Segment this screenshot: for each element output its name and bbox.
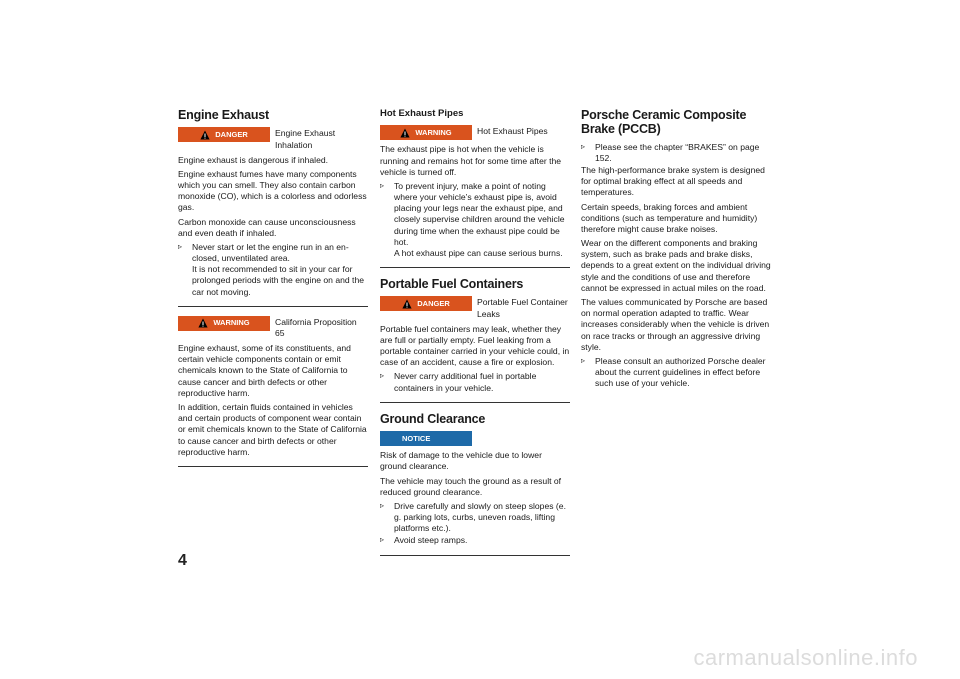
list-item-text: Never carry additional fuel in portable containers in your vehicle. — [394, 371, 537, 393]
list-item — [380, 181, 570, 259]
danger-title: Portable Fuel Container Leaks — [477, 297, 568, 319]
divider — [178, 306, 368, 307]
paragraph: The values communicated by Porsche are based on normal operation adapted to traffic. Wear increases considerably when the vehicle is driven on race tracks or through an aggressive driving style. — [581, 296, 770, 352]
watermark: carmanualsonline.info — [693, 645, 918, 670]
danger-box — [178, 127, 368, 150]
warning-title: California Proposition 65 — [275, 316, 357, 338]
list-item-text: To prevent injury, make a point of noting where your vehicle’s exhaust pipe is, avoid placing your legs near the exhaust pipe, and closely supervise children around the vehicle during time when the exhaust pipe could be hot. — [394, 180, 565, 247]
danger-badge — [380, 296, 472, 311]
section-title-ground-clearance: Ground Clearance — [380, 411, 486, 426]
section-title-portable-fuel-containers: Portable Fuel Containers — [380, 277, 524, 292]
arrow-icon: ▹ — [581, 141, 586, 151]
warning-triangle-icon — [198, 318, 208, 328]
paragraph: Engine exhaust, some of its constituents, and certain vehicle components contain or emit chemicals known to the State of California to cause cancer and birth defects or other reproductive harm. — [178, 343, 351, 398]
divider — [380, 267, 570, 268]
arrow-icon: ▹ — [380, 500, 385, 510]
list-item-text: Avoid steep ramps. — [394, 535, 468, 546]
warning-title: Hot Exhaust Pipes — [477, 126, 548, 137]
paragraph: The exhaust pipe is hot when the vehicle is running and remains hot for some time after the vehicle is turned off. — [380, 144, 562, 177]
list-item-text: Please see the chapter “BRAKES” on page 152. — [595, 141, 760, 163]
paragraph: Carbon monoxide can cause unconsciousness and even death if inhaled. — [178, 216, 356, 238]
column-exhaust-fuel-clearance — [380, 108, 570, 565]
danger-title: Engine Exhaust Inhalation — [275, 128, 336, 150]
divider — [380, 555, 570, 556]
danger-box — [380, 296, 570, 319]
paragraph: Portable fuel containers may leak, whether they are full or partially empty. Fuel leaking from a portable container carried in your vehicle could, in case of an accident, cause a fire or explosion. — [380, 323, 570, 368]
notice-badge — [380, 431, 472, 446]
list-item — [380, 371, 570, 393]
list-item — [581, 356, 771, 390]
danger-label: DANGER — [215, 130, 248, 139]
list-item-text: A hot exhaust pipe can cause serious burns. — [394, 247, 563, 258]
paragraph: Engine exhaust is dangerous if inhaled. — [178, 154, 329, 165]
warning-badge — [380, 125, 472, 140]
column-engine-exhaust — [178, 108, 368, 476]
list-item-text: Drive carefully and slowly on steep slopes (e. g. parking lots, curbs, uneven roads, lifting platforms etc.). — [394, 500, 566, 534]
list-item — [178, 242, 368, 298]
section-title-hot-exhaust-pipes: Hot Exhaust Pipes — [380, 108, 464, 119]
warning-triangle-icon — [400, 128, 410, 138]
warning-triangle-icon — [402, 299, 412, 309]
paragraph: Risk of damage to the vehicle due to lower ground clearance. — [380, 450, 542, 472]
warning-box — [380, 125, 570, 140]
warning-triangle-icon — [200, 130, 210, 140]
paragraph: Certain speeds, braking forces and ambient conditions (such as temperature and humidity) therefore might cause brake noises. — [581, 201, 758, 234]
danger-label: DANGER — [417, 299, 450, 309]
paragraph: Engine exhaust fumes have many components which you can smell. They also contain carbon monoxide (CO), which is a colorless and odorless gas. — [178, 168, 367, 213]
list-item-text: Never start or let the engine run in an en-closed, unventilated area. — [192, 241, 349, 264]
arrow-icon: ▹ — [380, 371, 385, 381]
list-item — [380, 535, 570, 546]
divider — [178, 466, 368, 467]
section-title-engine-exhaust: Engine Exhaust — [178, 108, 269, 122]
notice-box — [380, 431, 570, 446]
warning-label: WARNING — [213, 318, 250, 328]
arrow-icon: ▹ — [581, 355, 586, 365]
warning-badge — [178, 316, 270, 331]
danger-badge — [178, 127, 270, 142]
list-item-text: It is not recommended to sit in your car for prolonged periods with the engine on and the car not moving. — [192, 264, 365, 297]
column-pccb — [581, 108, 771, 390]
paragraph: The vehicle may touch the ground as a result of reduced ground clearance. — [380, 475, 562, 497]
divider — [380, 402, 570, 403]
arrow-icon: ▹ — [178, 241, 183, 251]
list-item-text: Please consult an authorized Porsche dealer about the current guidelines in effect before such use of your vehicle. — [595, 355, 766, 389]
page-number: 4 — [178, 552, 187, 569]
paragraph: In addition, certain fluids contained in vehicles and certain products of component wear contain or emit chemicals known to the State of California to cause cancer and birth defects or other reproductive harm. — [178, 401, 367, 457]
warning-label: WARNING — [415, 127, 452, 137]
section-title-pccb: Porsche Ceramic Composite Brake (PCCB) — [581, 108, 747, 137]
notice-label: NOTICE — [402, 433, 431, 443]
paragraph: Wear on the different components and braking system, such as brake pads and brake disks, depends to a great extent on the individual driving style and the conditions of use and therefore cannot be expressed in actual miles on the road. — [581, 238, 771, 293]
list-item — [380, 501, 570, 535]
list-item — [581, 142, 771, 164]
arrow-icon: ▹ — [380, 535, 385, 545]
paragraph: The high-performance brake system is designed for optimal braking effect at all speeds and temperatures. — [581, 165, 765, 198]
arrow-icon: ▹ — [380, 180, 385, 190]
warning-box — [178, 316, 368, 339]
